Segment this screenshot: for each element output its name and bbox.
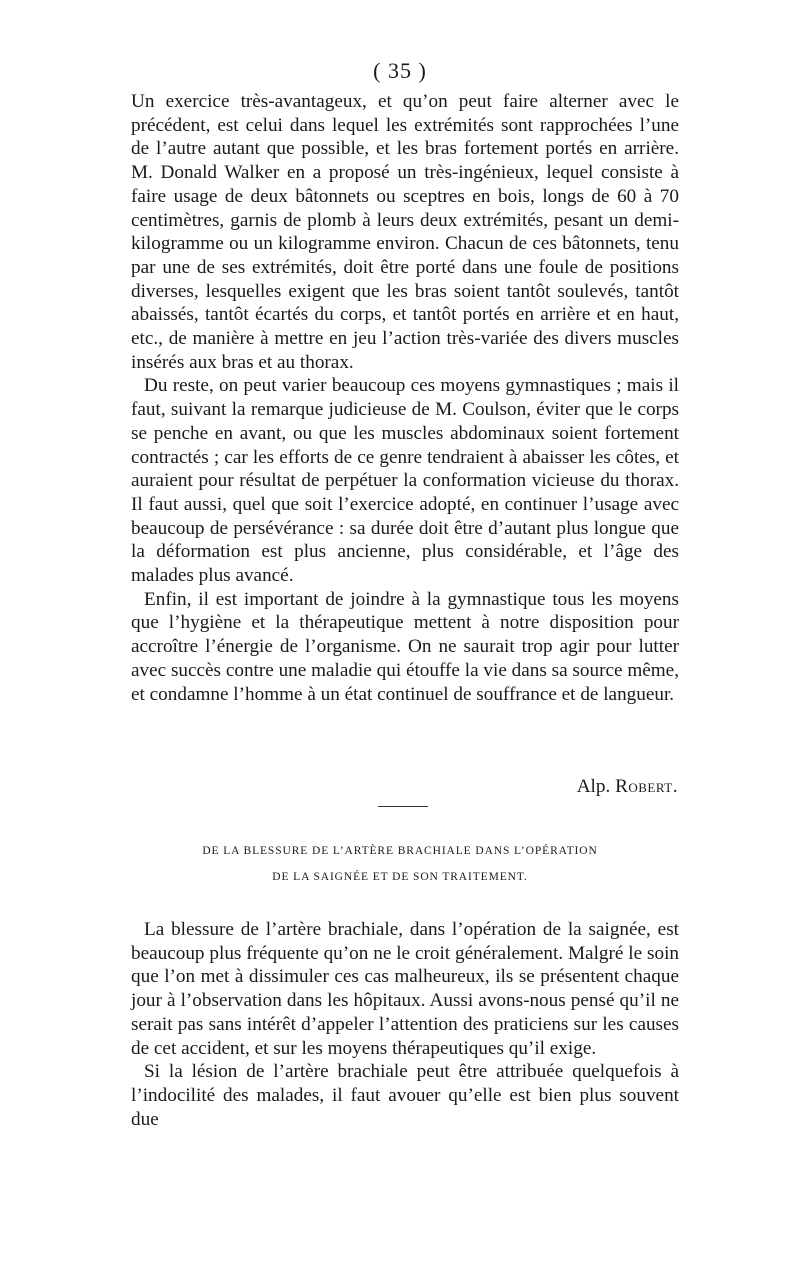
author-first-name: Alp. bbox=[576, 776, 611, 797]
author-signature bbox=[577, 776, 678, 798]
article-continuation bbox=[131, 90, 679, 706]
section-title-line-1: DE LA BLESSURE DE L’ARTÈRE BRACHIALE DANS L’OPÉRATION bbox=[202, 845, 598, 857]
paragraph: Un exercice très-avantageux, et qu’on peut faire alterner avec le précédent, est celui dans lequel les extrémités sont rapprochées l’une de l’autre autant que possible, et les bras fortement portés en arrière. M. Donald Walker en a proposé un très-ingénieux, lequel consiste à faire usage de deux bâtonnets ou sceptres en bois, longs de 60 à 70 centimètres, garnis de plomb à leurs deux extrémités, pesant un demi-kilogramme ou un kilogramme environ. Chacun de ces bâtonnets, tenu par une de ses extrémités, doit être porté dans une foule de positions diverses, lesquelles exigent que les bras soient tantôt soulevés, tantôt abaissés, tantôt écartés du corps, et tantôt portés en arrière et en haut, etc., de manière à mettre en jeu l’action très-variée des divers muscles insérés aux bras et au thorax. bbox=[131, 91, 679, 373]
section-title-line-2: DE LA SAIGNÉE ET DE SON TRAITEMENT. bbox=[272, 871, 528, 883]
page-number: ( 35 ) bbox=[373, 58, 427, 83]
section-divider bbox=[378, 806, 428, 807]
author-last-name: Robert. bbox=[615, 776, 678, 797]
paragraph: Si la lésion de l’artère brachiale peut être attribuée quelquefois à l’indocilité des malades, il faut avouer qu’elle est bien plus souvent due bbox=[131, 1061, 679, 1130]
paragraph: La blessure de l’artère brachiale, dans l’opération de la saignée, est beaucoup plus fréquente qu’on ne le croit généralement. Malgré le soin que l’on met à dissimuler ces cas malheureux, ils se présentent chaque jour à l’observation dans les hôpitaux. Aussi avons-nous pensé qu’il ne serait pas sans intérêt d’appeler l’attention des praticiens sur les causes de cet accident, et sur les moyens thérapeutiques qu’il exige. bbox=[131, 919, 679, 1059]
new-article-body bbox=[131, 918, 679, 1131]
paragraph: Du reste, on peut varier beaucoup ces moyens gymnastiques ; mais il faut, suivant la remarque judicieuse de M. Coulson, éviter que le corps se penche en avant, ou que les muscles abdominaux soient fortement contractés ; car les efforts de ce genre tendraient à abaisser les côtes, et auraient pour résultat de perpétuer la conformation vicieuse du thorax. Il faut aussi, quel que soit l’exercice adopté, en continuer l’usage avec beaucoup de persévérance : sa durée doit être d’autant plus longue que la déformation est plus ancienne, plus considérable, et l’âge des malades plus avancé. bbox=[131, 375, 679, 587]
paragraph: Enfin, il est important de joindre à la gymnastique tous les moyens que l’hygiène et la thérapeutique mettent à notre disposition pour accroître l’énergie de l’organisme. On ne saurait trop agir pour lutter avec succès contre une maladie qui étouffe la vie dans sa source même, et condamne l’homme à un état continuel de souffrance et de langueur. bbox=[131, 588, 679, 705]
